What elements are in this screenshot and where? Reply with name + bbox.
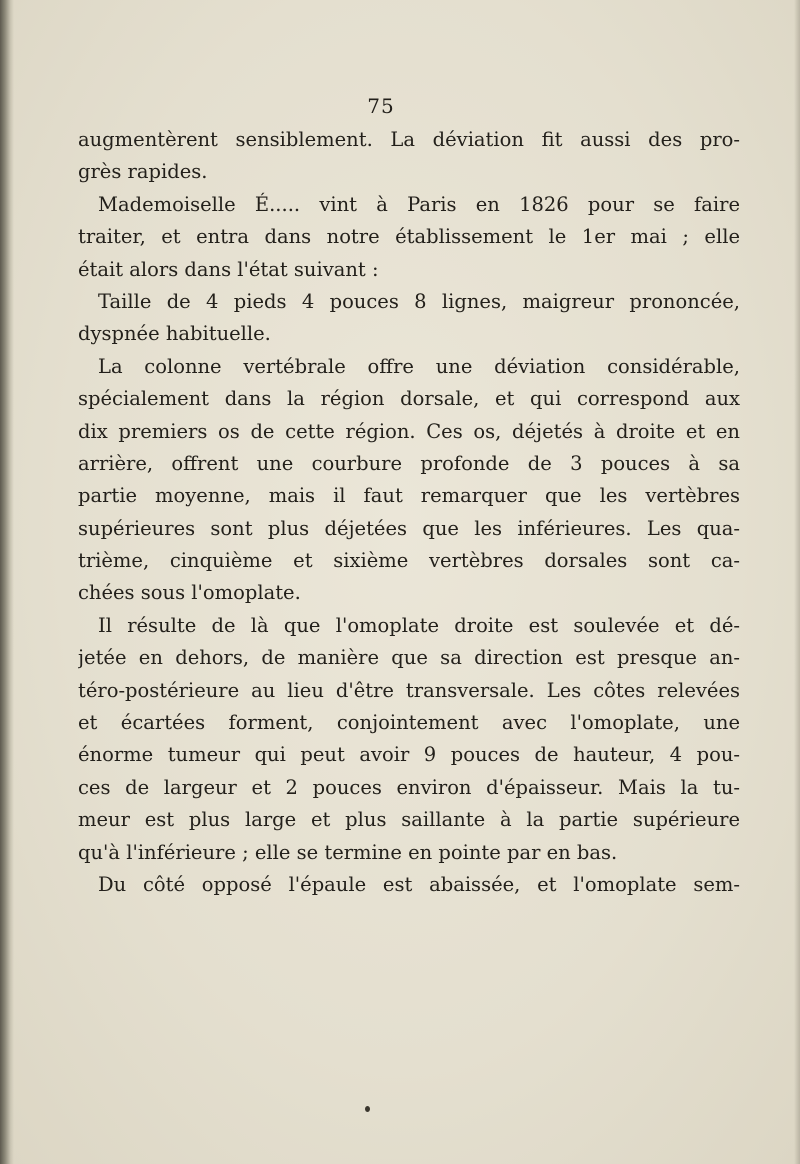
binding-edge [0,0,14,1164]
text-line: et écartées forment, conjointement avec l'omoplate, une [78,711,740,735]
text-line: téro-postérieure au lieu d'être transversale. Les côtes relevées [78,678,740,702]
text-line: énorme tumeur qui peut avoir 9 pouces de hauteur, 4 pou- [78,743,740,767]
text-line: La colonne vertébrale offre une déviation considérable, [98,354,740,378]
text-line: était alors dans l'état suivant : [78,257,379,281]
text-line: chées sous l'omoplate. [78,581,301,605]
ink-speck [365,1106,370,1112]
text-line: arrière, offrent une courbure profonde de 3 pouces à sa [78,451,740,475]
page-number: 75 [367,94,395,118]
text-line: grès rapides. [78,160,208,184]
page-edge-shadow [794,0,800,1164]
text-line: meur est plus large et plus saillante à la partie supérieure [78,808,740,832]
text-line: partie moyenne, mais il faut remarquer que les vertèbres [78,484,740,508]
text-line: jetée en dehors, de manière que sa direction est presque an- [78,646,740,670]
text-line: traiter, et entra dans notre établissement le 1er mai ; elle [78,225,740,249]
text-line: ces de largeur et 2 pouces environ d'épaisseur. Mais la tu- [78,775,740,799]
text-line: supérieures sont plus déjetées que les inférieures. Les qua- [78,516,740,540]
text-line: Du côté opposé l'épaule est abaissée, et l'omoplate sem- [98,872,740,896]
text-line: trième, cinquième et sixième vertèbres dorsales sont ca- [78,549,740,573]
text-line: Il résulte de là que l'omoplate droite est soulevée et dé- [98,613,740,637]
text-line: Taille de 4 pieds 4 pouces 8 lignes, maigreur prononcée, [98,289,740,313]
text-line: augmentèrent sensiblement. La déviation fit aussi des pro- [78,128,740,151]
text-line: dix premiers os de cette région. Ces os, déjetés à droite et en [78,419,740,443]
text-line: spécialement dans la région dorsale, et qui correspond aux [78,387,740,411]
text-line: dyspnée habituelle. [78,322,271,346]
text-line: Mademoiselle É..... vint à Paris en 1826 pour se faire [98,192,740,216]
body-text [78,124,740,901]
text-line: qu'à l'inférieure ; elle se termine en pointe par en bas. [78,840,618,864]
